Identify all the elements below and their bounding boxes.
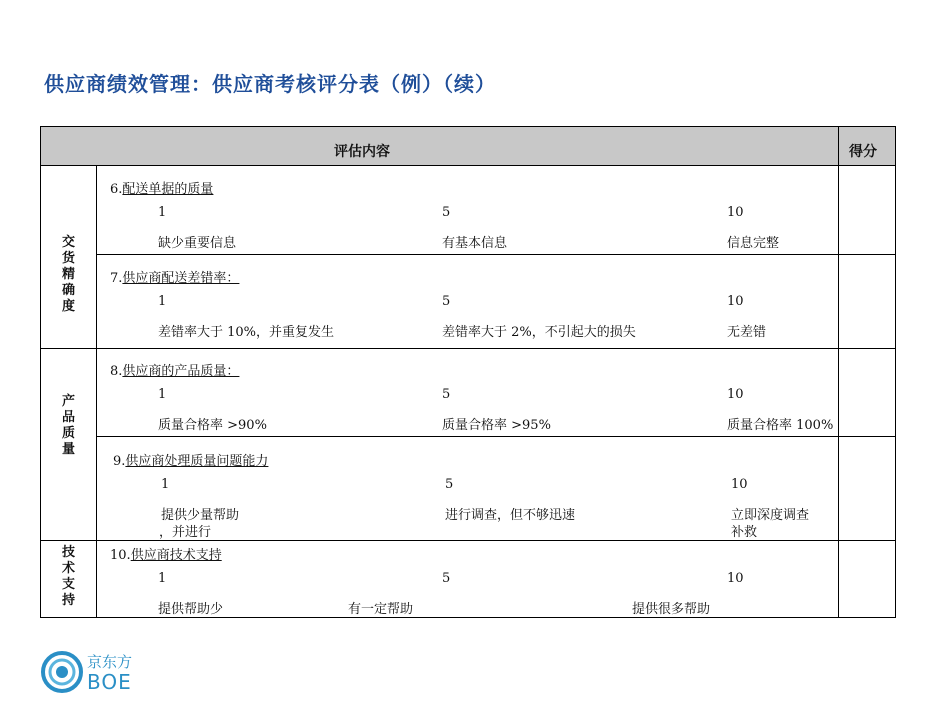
item-6-score-mid: 5 — [442, 205, 451, 220]
item-7-score-mid: 5 — [442, 294, 451, 309]
item-7-desc-high: 无差错 — [727, 325, 767, 340]
item-7-desc-low: 差错率大于 10%，并重复发生 — [158, 325, 335, 340]
item-9-score-mid: 5 — [445, 477, 454, 492]
item-7-title: 7.供应商配送差错率： — [110, 271, 240, 286]
category-product-quality: 产 品 质 量 — [61, 394, 75, 457]
item-7-score-high: 10 — [727, 294, 744, 309]
header-content: 评估内容 — [334, 144, 390, 160]
boe-logo — [40, 650, 150, 696]
item-9-title: 9.供应商处理质量问题能力 — [113, 454, 269, 469]
item-10-desc-high: 提供很多帮助 — [632, 602, 711, 617]
item-9-score-low: 1 — [161, 477, 170, 492]
page-title: 供应商绩效管理：供应商考核评分表（例）（续） — [44, 72, 496, 96]
item-7-desc-mid: 差错率大于 2%，不引起大的损失 — [442, 325, 636, 340]
item-9-score-high: 10 — [731, 477, 748, 492]
category-technical-support: 技 术 支 持 — [61, 545, 75, 608]
logo-en: BOE — [87, 670, 132, 694]
item-10-score-low: 1 — [158, 571, 167, 586]
item-9-desc-high: 立即深度调查 — [731, 508, 810, 523]
item-8-desc-low: 质量合格率 >90% — [158, 418, 267, 433]
item-10-title: 10.供应商技术支持 — [110, 548, 222, 563]
item-8-score-low: 1 — [158, 387, 167, 402]
table-header — [41, 127, 895, 165]
item-6-score-low: 1 — [158, 205, 167, 220]
category-delivery-accuracy: 交 货 精 确 度 — [61, 235, 75, 314]
item-6-title: 6.配送单据的质量 — [110, 182, 214, 197]
item-8-score-mid: 5 — [442, 387, 451, 402]
item-9-desc-low-cont: ，并进行 — [159, 525, 212, 540]
item-10-desc-low: 提供帮助少 — [158, 602, 224, 617]
item-10-score-mid: 5 — [442, 571, 451, 586]
item-9-desc-mid: 进行调查，但不够迅速 — [445, 508, 576, 523]
item-6-desc-high: 信息完整 — [727, 236, 780, 251]
item-10-score-high: 10 — [727, 571, 744, 586]
item-8-desc-high: 质量合格率 100% — [727, 418, 834, 433]
logo-cn: 京东方 — [87, 653, 133, 671]
item-8-desc-mid: 质量合格率 >95% — [442, 418, 551, 433]
evaluation-table — [40, 126, 896, 618]
item-6-desc-mid: 有基本信息 — [442, 236, 508, 251]
boe-logo-mark — [40, 650, 84, 694]
item-7-score-low: 1 — [158, 294, 167, 309]
item-9-desc-low: 提供少量帮助 — [161, 508, 240, 523]
header-score: 得分 — [849, 144, 877, 160]
item-9-desc-high-cont: 补救 — [731, 525, 758, 540]
item-8-title: 8.供应商的产品质量： — [110, 364, 240, 379]
item-8-score-high: 10 — [727, 387, 744, 402]
item-6-score-high: 10 — [727, 205, 744, 220]
item-6-desc-low: 缺少重要信息 — [158, 236, 237, 251]
item-10-desc-mid: 有一定帮助 — [348, 602, 414, 617]
